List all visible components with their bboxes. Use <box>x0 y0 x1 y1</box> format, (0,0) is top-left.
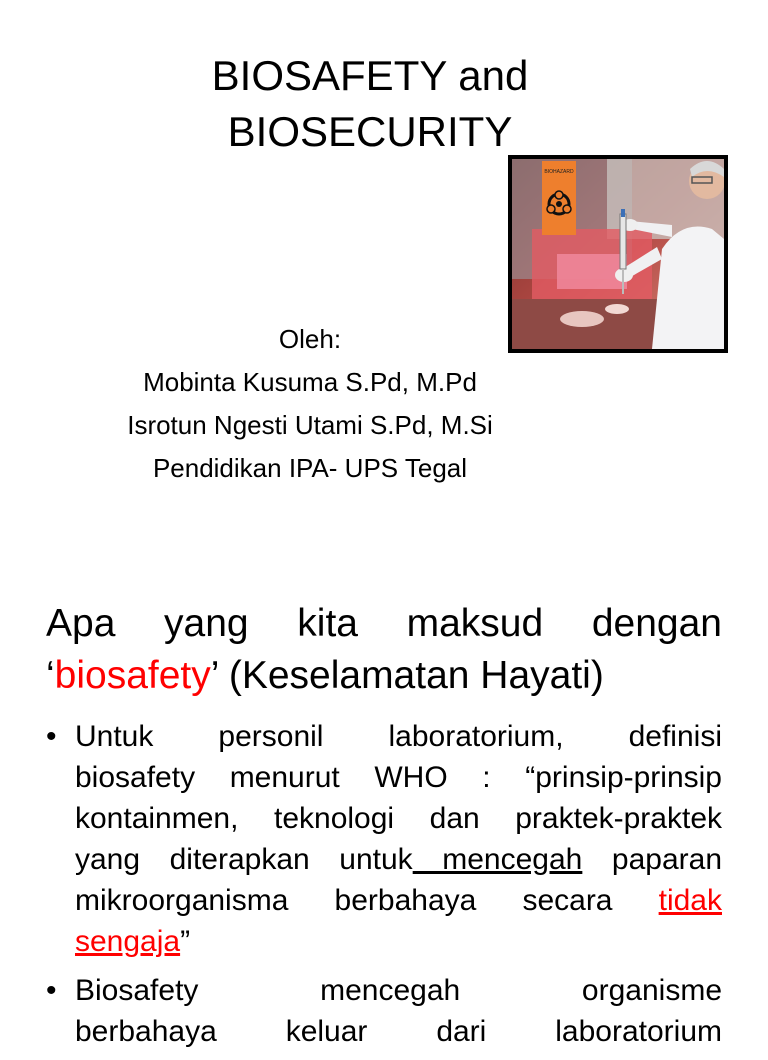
question-term: biosafety <box>54 654 211 697</box>
question-line-1: Apa yang kita maksud dengan <box>46 602 722 645</box>
bullet1-line-6 <box>75 921 722 962</box>
question-rest: ’ (Keselamatan Hayati) <box>210 654 604 697</box>
institution: Pendidikan IPA- UPS Tegal <box>152 453 468 483</box>
slide-question <box>46 598 722 702</box>
line4-text: yang diterapkan untuk <box>75 843 413 876</box>
lab-scene-illustration <box>512 159 724 349</box>
pipette-icon <box>620 214 626 269</box>
close-quote: ” <box>180 925 191 958</box>
author-label: Oleh: <box>278 324 342 354</box>
title-line-2: BIOSECURITY <box>227 108 513 155</box>
title-line-1: BIOSAFETY and <box>211 52 529 99</box>
bullet-item-2 <box>46 970 722 1052</box>
bullet2-line-1: Biosafety mencegah organisme <box>75 974 722 1007</box>
laboratory-photo <box>508 155 728 353</box>
author-1: Mobinta Kusuma S.Pd, M.Pd <box>143 367 477 397</box>
author-2: Isrotun Ngesti Utami S.Pd, M.Si <box>127 410 493 440</box>
author-list <box>80 318 540 490</box>
bullet2-line-2: berbahaya keluar dari laboratorium <box>75 1015 722 1048</box>
tidak-red: tidak <box>658 884 722 917</box>
title-slide <box>0 0 768 512</box>
line4-after: paparan <box>582 843 723 876</box>
sign-text: BIOHAZARD <box>544 169 574 175</box>
question-line-2 <box>46 654 604 697</box>
bullet-list <box>46 716 722 1060</box>
bullet-dot-icon: • <box>46 974 57 1007</box>
bullet1-line-1: Untuk personil laboratorium, definisi <box>75 720 722 753</box>
slide-title <box>100 48 640 160</box>
bullet-dot-icon: • <box>46 720 57 753</box>
bullet-item-1 <box>46 716 722 962</box>
bullet1-line-3: kontainmen, teknologi dan praktek-praktek <box>75 802 722 835</box>
bullet1-line-2: biosafety menurut WHO : “prinsip-prinsip <box>75 761 722 794</box>
open-quote: ‘ <box>46 654 55 697</box>
mencegah-underlined: mencegah <box>412 843 583 876</box>
bullet1-line-4 <box>75 839 722 880</box>
bullet1-line-5 <box>75 880 722 921</box>
line5-text: mikroorganisma berbahaya secara <box>75 884 659 917</box>
sengaja-red: sengaja <box>75 925 181 958</box>
